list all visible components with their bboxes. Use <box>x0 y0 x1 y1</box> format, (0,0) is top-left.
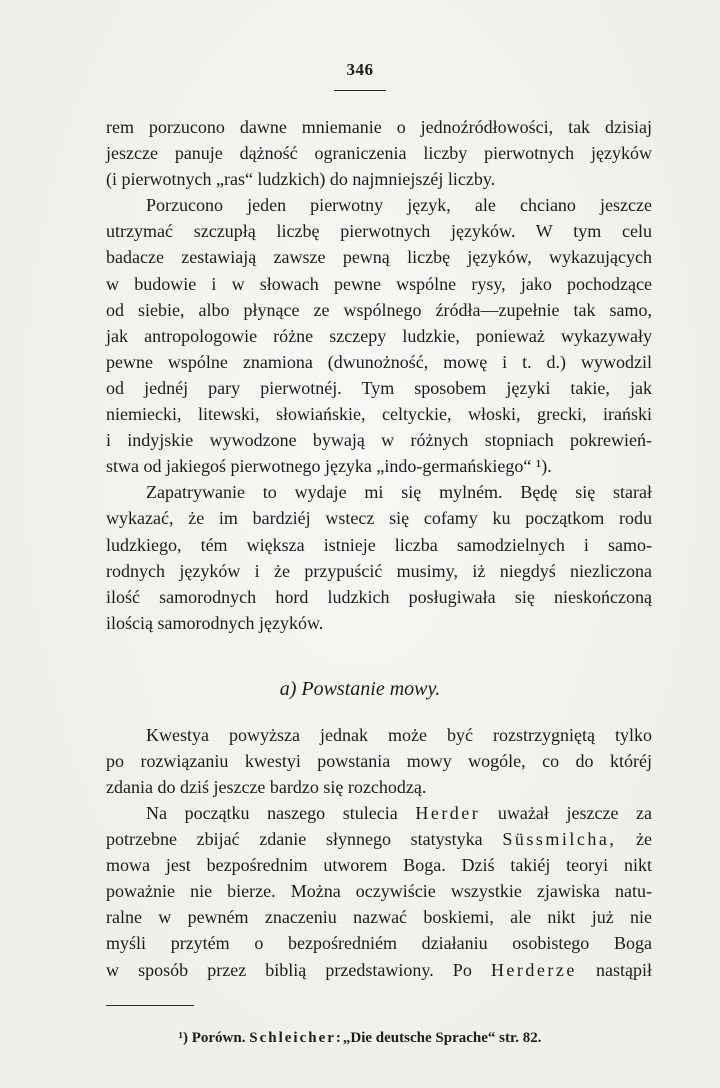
text-line: ralne w pewném znaczeniu nazwać boskiemi, ale nikt już nie <box>106 907 652 928</box>
text-line: rodnych języków i że przypuścić musimy, iż niegdyś niezliczona <box>106 560 652 581</box>
text-line: mowa jest bezpośrednim utworem Boga. Dziś takiéj teoryi nikt <box>106 855 652 876</box>
text-span: nastąpił <box>596 959 652 980</box>
footnote-title: „Die deutsche Sprache“ <box>342 1030 496 1046</box>
text-line: niemiecki, litewski, słowiańskie, celtyckie, włoski, grecki, irański <box>106 404 652 425</box>
text-line: ludzkiego, tém większa istnieje liczba samodzielnych i samo- <box>106 534 652 555</box>
section-heading: a) Powstanie mowy. <box>279 678 441 700</box>
text-span: potrzebne zbijać zdanie słynnego statystyka <box>106 829 483 850</box>
text-line: pewne wspólne znamiona (dwunożność, mowę i t. d.) wywodzil <box>106 351 652 372</box>
text-span: Na początku naszego stulecia <box>146 803 398 823</box>
footnote-suffix: str. 82. <box>499 1030 542 1046</box>
text-span: uważał jeszcze za <box>497 803 653 823</box>
text-line: Porzucono jeden pierwotny język, ale chciano jeszcze <box>146 195 652 216</box>
footnote-marker: ¹) <box>178 1030 188 1046</box>
text-line: ilość samorodnych hord ludzkich posługiwała się nieskończoną <box>106 586 652 607</box>
text-line <box>106 957 652 983</box>
text-line: i indyjskie wywodzone bywają w różnych stopniach pokrewień- <box>106 430 652 451</box>
text-line: stwa od jakiegoś pierwotnego języka „indo-germańskiego“ ¹). <box>106 456 552 477</box>
paragraph-block-1 <box>106 114 652 636</box>
text-line <box>106 800 652 826</box>
text-line: wykazać, że im bardziéj wstecz się cofamy ku początkom rodu <box>106 508 652 529</box>
paragraph-block-3 <box>106 800 652 983</box>
footnote-prefix: Porówn. <box>191 1030 246 1046</box>
paragraph-block-2 <box>106 722 652 800</box>
text-line: od siebie, albo płynące ze wspólnego źródła—zupełnie tak samo, <box>106 299 652 320</box>
text-line: od jednéj pary pierwotnéj. Tym sposobem języki takie, jak <box>106 377 652 398</box>
text-line: rem porzucono dawne mniemanie o jednoźródłowości, tak dzisiaj <box>106 117 652 137</box>
text-line <box>106 826 652 852</box>
text-line: w budowie i w słowach pewne wspólne rysy, jako pochodzące <box>106 273 652 294</box>
text-line: zdania do dziś jeszcze bardzo się rozchodzą. <box>106 777 427 798</box>
author-name-herderze: Herderze <box>490 959 577 980</box>
footnote-rule <box>106 1005 194 1006</box>
text-line: poważnie nie bierze. Można oczywiście wszystkie zjawiska natu- <box>106 881 652 902</box>
text-line: Zapatrywanie to wydaje mi się mylném. Będę się starał <box>146 482 652 503</box>
text-line: utrzymać szczupłą liczbę pierwotnych języków. W tym celu <box>106 221 652 242</box>
text-line: jeszcze panuje dążność ograniczenia liczby pierwotnych języków <box>106 143 652 164</box>
text-span: że <box>636 829 653 850</box>
footnote <box>0 1030 720 1047</box>
text-line: myśli przytém o bezpośredniém działaniu osobistego Boga <box>106 933 652 954</box>
text-line: po rozwiązaniu kwestyi powstania mowy wogóle, co do któréj <box>106 751 652 772</box>
page-number-rule <box>334 90 386 91</box>
footnote-author: Schleicher: <box>249 1030 343 1046</box>
author-name-herder: Herder <box>415 803 481 823</box>
text-line: ilością samorodnych języków. <box>106 612 324 633</box>
author-name-sussmilch: Süssmilcha, <box>502 829 617 850</box>
text-line: Kwestya powyższa jednak może być rozstrzygniętą tylko <box>146 725 652 745</box>
text-line: jak antropologowie różne szczepy ludzkie, ponieważ wykazywały <box>106 325 652 346</box>
text-line: (i pierwotnych „ras“ ludzkich) do najmniejszéj liczby. <box>106 169 496 190</box>
text-span: w sposób przez biblią przedstawiony. Po <box>106 959 472 980</box>
page-number: 346 <box>346 60 374 79</box>
text-line: badacze zestawiają zawsze pewną liczbę języków, wykazujących <box>106 247 652 268</box>
